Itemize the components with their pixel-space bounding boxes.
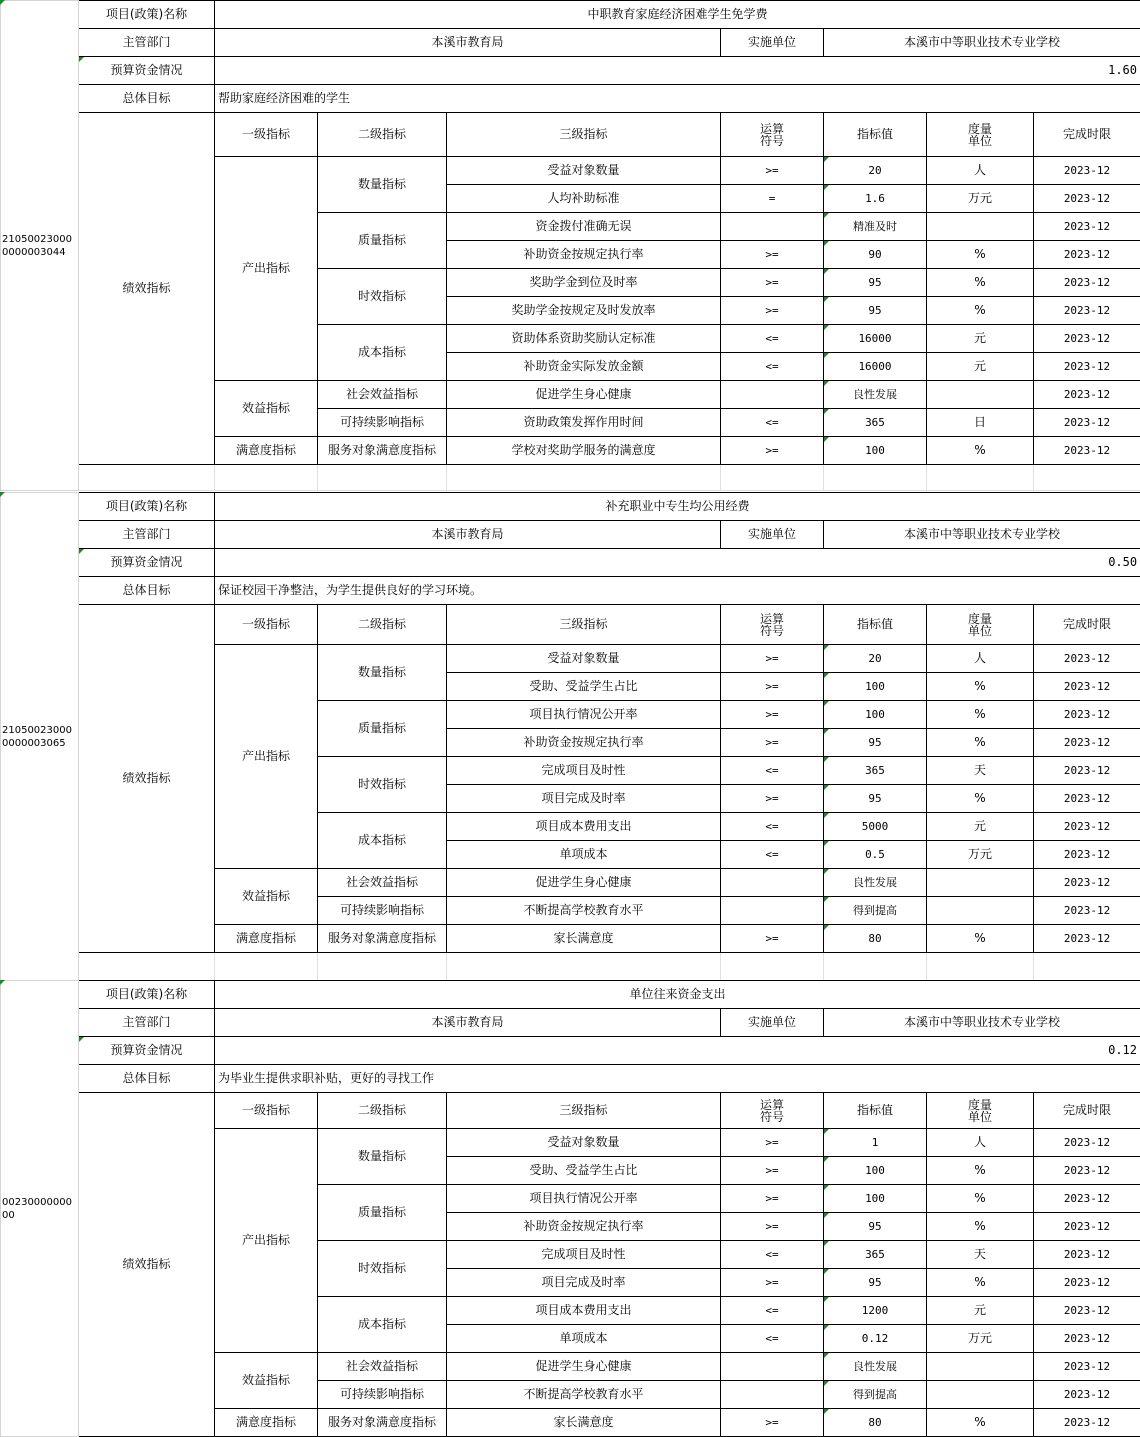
deadline[interactable]: 2023-12 <box>1034 353 1140 381</box>
header-unit[interactable]: 度量 单位 <box>927 1093 1034 1129</box>
operator[interactable]: >= <box>721 1185 824 1213</box>
deadline[interactable]: 2023-12 <box>1034 1353 1140 1381</box>
measure-unit[interactable]: % <box>927 241 1034 269</box>
target-value[interactable]: 良性发展 <box>824 381 927 409</box>
target-value[interactable]: 1 <box>824 1129 927 1157</box>
measure-unit[interactable]: 元 <box>927 353 1034 381</box>
header-value[interactable]: 指标值 <box>824 1093 927 1129</box>
measure-unit[interactable]: 天 <box>927 1241 1034 1269</box>
target-value[interactable]: 100 <box>824 1185 927 1213</box>
target-value[interactable]: 得到提高 <box>824 1381 927 1409</box>
level2-indicator[interactable]: 可持续影响指标 <box>318 897 447 925</box>
dept-label[interactable]: 主管部门 <box>79 1009 215 1037</box>
empty-cell[interactable] <box>318 465 447 491</box>
target-value[interactable]: 95 <box>824 729 927 757</box>
target-value[interactable]: 得到提高 <box>824 897 927 925</box>
deadline[interactable]: 2023-12 <box>1034 645 1140 673</box>
level2-indicator[interactable]: 数量指标 <box>318 645 447 701</box>
goal-label[interactable]: 总体目标 <box>79 577 215 605</box>
measure-unit[interactable]: % <box>927 785 1034 813</box>
deadline[interactable]: 2023-12 <box>1034 757 1140 785</box>
deadline[interactable]: 2023-12 <box>1034 213 1140 241</box>
deadline[interactable]: 2023-12 <box>1034 437 1140 465</box>
goal-value[interactable]: 为毕业生提供求职补贴，更好的寻找工作 <box>215 1065 1140 1093</box>
deadline[interactable]: 2023-12 <box>1034 297 1140 325</box>
deadline[interactable]: 2023-12 <box>1034 701 1140 729</box>
measure-unit[interactable]: 元 <box>927 325 1034 353</box>
measure-unit[interactable]: 万元 <box>927 185 1034 213</box>
header-level2[interactable]: 二级指标 <box>318 1093 447 1129</box>
level1-indicator[interactable]: 产出指标 <box>215 1129 318 1353</box>
measure-unit[interactable]: 天 <box>927 757 1034 785</box>
level2-indicator[interactable]: 数量指标 <box>318 1129 447 1185</box>
target-value[interactable]: 良性发展 <box>824 869 927 897</box>
measure-unit[interactable]: % <box>927 269 1034 297</box>
target-value[interactable]: 100 <box>824 1157 927 1185</box>
header-unit[interactable]: 度量 单位 <box>927 605 1034 645</box>
target-value[interactable]: 16000 <box>824 325 927 353</box>
level2-indicator[interactable]: 时效指标 <box>318 757 447 813</box>
impl-unit-label[interactable]: 实施单位 <box>721 29 824 57</box>
budget-value[interactable]: 1.60 <box>215 57 1140 85</box>
level3-indicator[interactable]: 补助资金按规定执行率 <box>447 1213 721 1241</box>
budget-value[interactable]: 0.12 <box>215 1037 1140 1065</box>
deadline[interactable]: 2023-12 <box>1034 841 1140 869</box>
deadline[interactable]: 2023-12 <box>1034 1213 1140 1241</box>
level2-indicator[interactable]: 成本指标 <box>318 813 447 869</box>
measure-unit[interactable]: % <box>927 437 1034 465</box>
level1-indicator[interactable]: 效益指标 <box>215 869 318 925</box>
level3-indicator[interactable]: 完成项目及时性 <box>447 1241 721 1269</box>
measure-unit[interactable] <box>927 869 1034 897</box>
measure-unit[interactable]: % <box>927 1409 1034 1437</box>
level1-indicator[interactable]: 产出指标 <box>215 645 318 869</box>
header-level2[interactable]: 二级指标 <box>318 605 447 645</box>
level3-indicator[interactable]: 奖助学金到位及时率 <box>447 269 721 297</box>
level2-indicator[interactable]: 质量指标 <box>318 1185 447 1241</box>
level3-indicator[interactable]: 家长满意度 <box>447 1409 721 1437</box>
level1-indicator[interactable]: 效益指标 <box>215 381 318 437</box>
operator[interactable]: <= <box>721 757 824 785</box>
target-value[interactable]: 16000 <box>824 353 927 381</box>
target-value[interactable]: 365 <box>824 409 927 437</box>
empty-cell[interactable] <box>1034 465 1140 491</box>
operator[interactable]: >= <box>721 1157 824 1185</box>
measure-unit[interactable]: 万元 <box>927 1325 1034 1353</box>
deadline[interactable]: 2023-12 <box>1034 1325 1140 1353</box>
target-value[interactable]: 95 <box>824 1269 927 1297</box>
header-deadline[interactable]: 完成时限 <box>1034 605 1140 645</box>
operator[interactable]: >= <box>721 269 824 297</box>
level3-indicator[interactable]: 受助、受益学生占比 <box>447 673 721 701</box>
target-value[interactable]: 100 <box>824 701 927 729</box>
target-value[interactable]: 365 <box>824 757 927 785</box>
deadline[interactable]: 2023-12 <box>1034 729 1140 757</box>
target-value[interactable]: 1.6 <box>824 185 927 213</box>
level1-indicator[interactable]: 产出指标 <box>215 157 318 381</box>
deadline[interactable]: 2023-12 <box>1034 1297 1140 1325</box>
operator[interactable]: <= <box>721 813 824 841</box>
operator[interactable]: >= <box>721 785 824 813</box>
goal-label[interactable]: 总体目标 <box>79 85 215 113</box>
level2-indicator[interactable]: 成本指标 <box>318 325 447 381</box>
target-value[interactable]: 80 <box>824 1409 927 1437</box>
budget-label[interactable]: 预算资金情况 <box>79 549 215 577</box>
operator[interactable]: >= <box>721 437 824 465</box>
header-deadline[interactable]: 完成时限 <box>1034 113 1140 157</box>
perf-label[interactable]: 绩效指标 <box>79 113 215 465</box>
target-value[interactable]: 5000 <box>824 813 927 841</box>
measure-unit[interactable]: 人 <box>927 1129 1034 1157</box>
level3-indicator[interactable]: 促进学生身心健康 <box>447 1353 721 1381</box>
empty-cell[interactable] <box>927 465 1034 491</box>
project-code[interactable]: 210500230000000003065 <box>1 493 79 981</box>
impl-unit-value[interactable]: 本溪市中等职业技术专业学校 <box>824 1009 1140 1037</box>
deadline[interactable]: 2023-12 <box>1034 185 1140 213</box>
project-table <box>0 492 1140 981</box>
level3-indicator[interactable]: 单项成本 <box>447 841 721 869</box>
empty-cell[interactable] <box>824 465 927 491</box>
target-value[interactable]: 95 <box>824 297 927 325</box>
level2-indicator[interactable]: 数量指标 <box>318 157 447 213</box>
level3-indicator[interactable]: 资助政策发挥作用时间 <box>447 409 721 437</box>
header-operator[interactable]: 运算 符号 <box>721 1093 824 1129</box>
header-operator[interactable]: 运算 符号 <box>721 113 824 157</box>
operator[interactable] <box>721 869 824 897</box>
operator[interactable]: >= <box>721 729 824 757</box>
deadline[interactable]: 2023-12 <box>1034 409 1140 437</box>
level3-indicator[interactable]: 不断提高学校教育水平 <box>447 1381 721 1409</box>
empty-cell[interactable] <box>215 953 318 981</box>
deadline[interactable]: 2023-12 <box>1034 785 1140 813</box>
level2-indicator[interactable]: 社会效益指标 <box>318 869 447 897</box>
deadline[interactable]: 2023-12 <box>1034 1157 1140 1185</box>
operator[interactable]: >= <box>721 157 824 185</box>
deadline[interactable]: 2023-12 <box>1034 925 1140 953</box>
level2-indicator[interactable]: 可持续影响指标 <box>318 409 447 437</box>
level3-indicator[interactable]: 完成项目及时性 <box>447 757 721 785</box>
deadline[interactable]: 2023-12 <box>1034 1269 1140 1297</box>
target-value[interactable]: 100 <box>824 673 927 701</box>
operator[interactable]: <= <box>721 1297 824 1325</box>
project-name-label[interactable]: 项目(政策)名称 <box>79 1 215 29</box>
operator[interactable]: <= <box>721 409 824 437</box>
impl-unit-label[interactable]: 实施单位 <box>721 1009 824 1037</box>
level3-indicator[interactable]: 不断提高学校教育水平 <box>447 897 721 925</box>
dept-label[interactable]: 主管部门 <box>79 521 215 549</box>
measure-unit[interactable] <box>927 1353 1034 1381</box>
measure-unit[interactable]: % <box>927 297 1034 325</box>
project-code[interactable]: 210500230000000003044 <box>1 1 79 491</box>
deadline[interactable]: 2023-12 <box>1034 1381 1140 1409</box>
target-value[interactable]: 20 <box>824 157 927 185</box>
deadline[interactable]: 2023-12 <box>1034 241 1140 269</box>
level2-indicator[interactable]: 服务对象满意度指标 <box>318 925 447 953</box>
level2-indicator[interactable]: 可持续影响指标 <box>318 1381 447 1409</box>
deadline[interactable]: 2023-12 <box>1034 1241 1140 1269</box>
empty-cell[interactable] <box>721 465 824 491</box>
target-value[interactable]: 0.12 <box>824 1325 927 1353</box>
target-value[interactable]: 1200 <box>824 1297 927 1325</box>
level2-indicator[interactable]: 质量指标 <box>318 213 447 269</box>
level3-indicator[interactable]: 项目成本费用支出 <box>447 813 721 841</box>
deadline[interactable]: 2023-12 <box>1034 157 1140 185</box>
budget-value[interactable]: 0.50 <box>215 549 1140 577</box>
operator[interactable]: <= <box>721 325 824 353</box>
target-value[interactable]: 95 <box>824 1213 927 1241</box>
operator[interactable]: >= <box>721 297 824 325</box>
level1-indicator[interactable]: 满意度指标 <box>215 1409 318 1437</box>
operator[interactable]: = <box>721 185 824 213</box>
operator[interactable]: >= <box>721 241 824 269</box>
level2-indicator[interactable]: 时效指标 <box>318 1241 447 1297</box>
empty-cell[interactable] <box>447 953 721 981</box>
level3-indicator[interactable]: 项目完成及时率 <box>447 1269 721 1297</box>
goal-value[interactable]: 帮助家庭经济困难的学生 <box>215 85 1140 113</box>
goal-value[interactable]: 保证校园干净整洁，为学生提供良好的学习环境。 <box>215 577 1140 605</box>
measure-unit[interactable]: 元 <box>927 813 1034 841</box>
empty-cell[interactable] <box>318 953 447 981</box>
operator[interactable]: <= <box>721 1241 824 1269</box>
operator[interactable] <box>721 1381 824 1409</box>
deadline[interactable]: 2023-12 <box>1034 325 1140 353</box>
level3-indicator[interactable]: 资助体系资助奖励认定标准 <box>447 325 721 353</box>
level3-indicator[interactable]: 受益对象数量 <box>447 645 721 673</box>
header-level1[interactable]: 一级指标 <box>215 1093 318 1129</box>
target-value[interactable]: 良性发展 <box>824 1353 927 1381</box>
perf-label[interactable]: 绩效指标 <box>79 605 215 953</box>
empty-cell[interactable] <box>215 465 318 491</box>
level2-indicator[interactable]: 服务对象满意度指标 <box>318 1409 447 1437</box>
operator[interactable]: >= <box>721 1409 824 1437</box>
empty-cell[interactable] <box>1034 953 1140 981</box>
header-value[interactable]: 指标值 <box>824 113 927 157</box>
project-name[interactable]: 中职教育家庭经济困难学生免学费 <box>215 1 1140 29</box>
project-name-label[interactable]: 项目(政策)名称 <box>79 981 215 1009</box>
target-value[interactable]: 365 <box>824 1241 927 1269</box>
target-value[interactable]: 0.5 <box>824 841 927 869</box>
operator[interactable]: >= <box>721 1269 824 1297</box>
empty-cell[interactable] <box>79 953 215 981</box>
dept-value[interactable]: 本溪市教育局 <box>215 521 721 549</box>
target-value[interactable]: 95 <box>824 785 927 813</box>
deadline[interactable]: 2023-12 <box>1034 869 1140 897</box>
operator[interactable]: <= <box>721 841 824 869</box>
level3-indicator[interactable]: 项目完成及时率 <box>447 785 721 813</box>
header-deadline[interactable]: 完成时限 <box>1034 1093 1140 1129</box>
target-value[interactable]: 20 <box>824 645 927 673</box>
measure-unit[interactable] <box>927 213 1034 241</box>
operator[interactable]: >= <box>721 1129 824 1157</box>
empty-cell[interactable] <box>721 953 824 981</box>
level3-indicator[interactable]: 受益对象数量 <box>447 157 721 185</box>
level3-indicator[interactable]: 受益对象数量 <box>447 1129 721 1157</box>
project-name-label[interactable]: 项目(政策)名称 <box>79 493 215 521</box>
target-value[interactable]: 95 <box>824 269 927 297</box>
level2-indicator[interactable]: 社会效益指标 <box>318 1353 447 1381</box>
budget-label[interactable]: 预算资金情况 <box>79 57 215 85</box>
level1-indicator[interactable]: 效益指标 <box>215 1353 318 1409</box>
cell-comment-marker <box>0 492 5 497</box>
level3-indicator[interactable]: 奖助学金按规定及时发放率 <box>447 297 721 325</box>
operator[interactable]: >= <box>721 645 824 673</box>
level3-indicator[interactable]: 补助资金实际发放金额 <box>447 353 721 381</box>
project-name[interactable]: 补充职业中专生均公用经费 <box>215 493 1140 521</box>
header-unit[interactable]: 度量 单位 <box>927 113 1034 157</box>
level1-indicator[interactable]: 满意度指标 <box>215 925 318 953</box>
level2-indicator[interactable]: 时效指标 <box>318 269 447 325</box>
operator[interactable] <box>721 1353 824 1381</box>
dept-label[interactable]: 主管部门 <box>79 29 215 57</box>
level2-indicator[interactable]: 社会效益指标 <box>318 381 447 409</box>
level3-indicator[interactable]: 促进学生身心健康 <box>447 869 721 897</box>
header-operator[interactable]: 运算 符号 <box>721 605 824 645</box>
level2-indicator[interactable]: 服务对象满意度指标 <box>318 437 447 465</box>
measure-unit[interactable]: % <box>927 1157 1034 1185</box>
measure-unit[interactable]: % <box>927 729 1034 757</box>
level1-indicator[interactable]: 满意度指标 <box>215 437 318 465</box>
measure-unit[interactable]: % <box>927 701 1034 729</box>
measure-unit[interactable]: 人 <box>927 645 1034 673</box>
level3-indicator[interactable]: 补助资金按规定执行率 <box>447 729 721 757</box>
level3-indicator[interactable]: 受助、受益学生占比 <box>447 1157 721 1185</box>
measure-unit[interactable]: % <box>927 1185 1034 1213</box>
target-value[interactable]: 100 <box>824 437 927 465</box>
target-value[interactable]: 80 <box>824 925 927 953</box>
project-table <box>0 980 1140 1437</box>
deadline[interactable]: 2023-12 <box>1034 269 1140 297</box>
cell-comment-marker <box>0 0 5 5</box>
header-level3[interactable]: 三级指标 <box>447 113 721 157</box>
level3-indicator[interactable]: 项目成本费用支出 <box>447 1297 721 1325</box>
operator[interactable] <box>721 381 824 409</box>
level2-indicator[interactable]: 质量指标 <box>318 701 447 757</box>
deadline[interactable]: 2023-12 <box>1034 1185 1140 1213</box>
level3-indicator[interactable]: 促进学生身心健康 <box>447 381 721 409</box>
header-level1[interactable]: 一级指标 <box>215 113 318 157</box>
perf-label[interactable]: 绩效指标 <box>79 1093 215 1437</box>
level2-indicator[interactable]: 成本指标 <box>318 1297 447 1353</box>
level3-indicator[interactable]: 项目执行情况公开率 <box>447 1185 721 1213</box>
target-value[interactable]: 90 <box>824 241 927 269</box>
measure-unit[interactable]: % <box>927 673 1034 701</box>
operator[interactable]: >= <box>721 925 824 953</box>
impl-unit-value[interactable]: 本溪市中等职业技术专业学校 <box>824 29 1140 57</box>
goal-label[interactable]: 总体目标 <box>79 1065 215 1093</box>
target-value[interactable]: 精准及时 <box>824 213 927 241</box>
cell-comment-marker <box>0 980 5 985</box>
impl-unit-label[interactable]: 实施单位 <box>721 521 824 549</box>
project-code[interactable]: 0023000000000 <box>1 981 79 1437</box>
level3-indicator[interactable]: 学校对奖助学服务的满意度 <box>447 437 721 465</box>
measure-unit[interactable] <box>927 897 1034 925</box>
deadline[interactable]: 2023-12 <box>1034 1129 1140 1157</box>
deadline[interactable]: 2023-12 <box>1034 897 1140 925</box>
level3-indicator[interactable]: 项目执行情况公开率 <box>447 701 721 729</box>
level3-indicator[interactable]: 人均补助标准 <box>447 185 721 213</box>
deadline[interactable]: 2023-12 <box>1034 813 1140 841</box>
measure-unit[interactable]: % <box>927 1269 1034 1297</box>
measure-unit[interactable]: 元 <box>927 1297 1034 1325</box>
budget-label[interactable]: 预算资金情况 <box>79 1037 215 1065</box>
empty-cell[interactable] <box>824 953 927 981</box>
header-value[interactable]: 指标值 <box>824 605 927 645</box>
measure-unit[interactable]: 日 <box>927 409 1034 437</box>
project-table <box>0 0 1140 491</box>
measure-unit[interactable] <box>927 1381 1034 1409</box>
operator[interactable]: <= <box>721 1325 824 1353</box>
header-level3[interactable]: 三级指标 <box>447 1093 721 1129</box>
empty-cell[interactable] <box>79 465 215 491</box>
level3-indicator[interactable]: 家长满意度 <box>447 925 721 953</box>
deadline[interactable]: 2023-12 <box>1034 1409 1140 1437</box>
operator[interactable]: >= <box>721 673 824 701</box>
dept-value[interactable]: 本溪市教育局 <box>215 29 721 57</box>
level3-indicator[interactable]: 单项成本 <box>447 1325 721 1353</box>
level3-indicator[interactable]: 补助资金按规定执行率 <box>447 241 721 269</box>
measure-unit[interactable]: % <box>927 1213 1034 1241</box>
operator[interactable] <box>721 213 824 241</box>
header-level3[interactable]: 三级指标 <box>447 605 721 645</box>
project-name[interactable]: 单位往来资金支出 <box>215 981 1140 1009</box>
operator[interactable] <box>721 897 824 925</box>
measure-unit[interactable]: 万元 <box>927 841 1034 869</box>
level3-indicator[interactable]: 资金拨付准确无误 <box>447 213 721 241</box>
empty-cell[interactable] <box>447 465 721 491</box>
measure-unit[interactable]: % <box>927 925 1034 953</box>
header-level2[interactable]: 二级指标 <box>318 113 447 157</box>
operator[interactable]: >= <box>721 701 824 729</box>
header-level1[interactable]: 一级指标 <box>215 605 318 645</box>
empty-cell[interactable] <box>927 953 1034 981</box>
measure-unit[interactable] <box>927 381 1034 409</box>
deadline[interactable]: 2023-12 <box>1034 381 1140 409</box>
deadline[interactable]: 2023-12 <box>1034 673 1140 701</box>
operator[interactable]: <= <box>721 353 824 381</box>
dept-value[interactable]: 本溪市教育局 <box>215 1009 721 1037</box>
impl-unit-value[interactable]: 本溪市中等职业技术专业学校 <box>824 521 1140 549</box>
measure-unit[interactable]: 人 <box>927 157 1034 185</box>
operator[interactable]: >= <box>721 1213 824 1241</box>
